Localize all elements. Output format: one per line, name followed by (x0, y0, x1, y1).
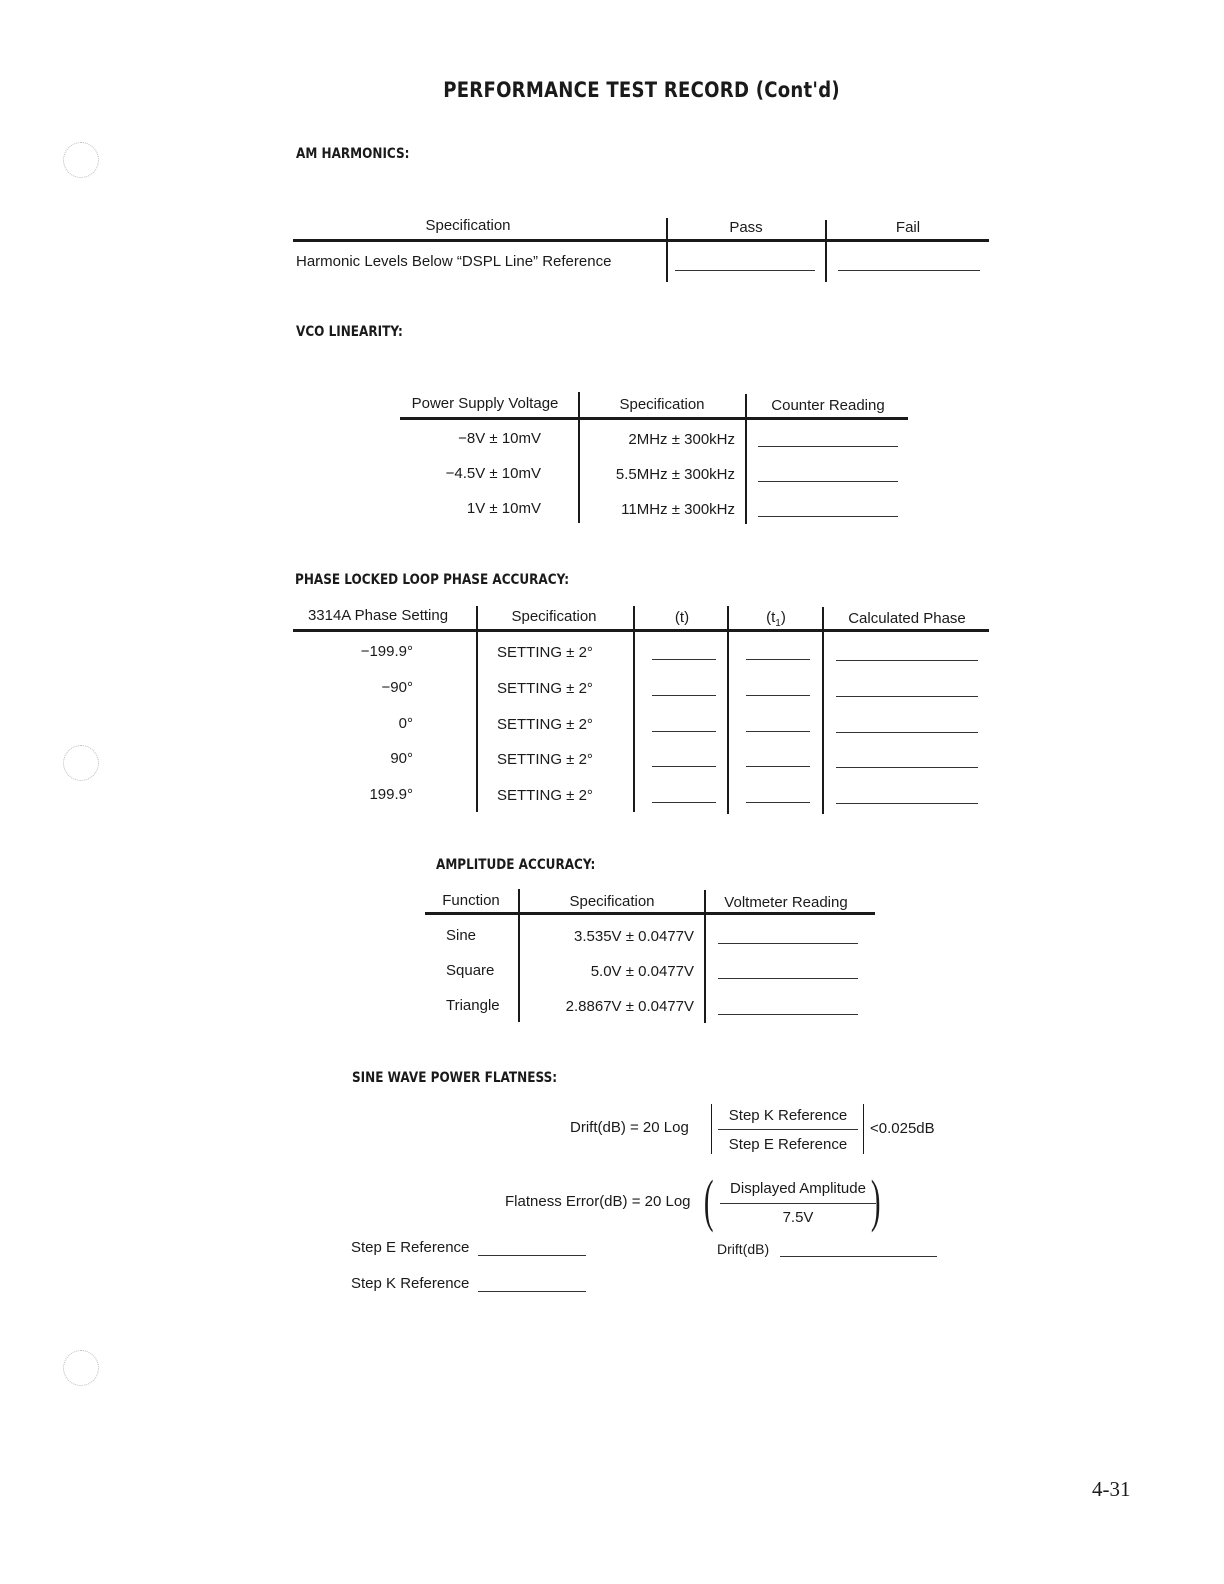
pll-calculated-blank[interactable] (836, 660, 978, 661)
vco-voltage: −8V ± 10mV (458, 430, 541, 447)
amp-divider-2 (704, 890, 706, 1023)
pll-spec: SETTING ± 2° (497, 680, 593, 697)
step-k-reference-blank[interactable] (478, 1291, 586, 1292)
am-divider-2 (825, 220, 827, 282)
pll-header-t: (t) (674, 609, 690, 626)
pll-calculated-blank[interactable] (836, 767, 978, 768)
pll-heading: PHASE LOCKED LOOP PHASE ACCURACY: (295, 572, 570, 588)
pll-divider-3 (727, 606, 729, 814)
amp-spec: 3.535V ± 0.0477V (574, 928, 694, 945)
pll-divider-1 (476, 606, 478, 812)
flatness-numerator: Displayed Amplitude (730, 1180, 866, 1197)
amp-spec: 2.8867V ± 0.0477V (565, 998, 694, 1015)
amp-header-voltmeter: Voltmeter Reading (724, 894, 848, 911)
step-e-reference-label: Step E Reference (351, 1239, 470, 1256)
amp-header-specification: Specification (569, 893, 655, 910)
drift-abs-bar-right (863, 1104, 864, 1154)
vco-spec: 11MHz ± 300kHz (621, 501, 735, 518)
drift-abs-bar-left (711, 1104, 712, 1154)
vco-counter-blank[interactable] (758, 481, 898, 482)
drift-fraction-bar (718, 1129, 858, 1130)
binder-hole-bottom (63, 1350, 99, 1386)
amp-header-function: Function (442, 892, 500, 909)
drift-db-blank[interactable] (780, 1256, 937, 1257)
pll-spec: SETTING ± 2° (497, 716, 593, 733)
vco-voltage: −4.5V ± 10mV (445, 465, 541, 482)
drift-numerator: Step K Reference (728, 1107, 848, 1124)
flatness-paren-right: ) (870, 1168, 881, 1233)
pll-t-blank[interactable] (652, 766, 716, 767)
pll-divider-4 (822, 607, 824, 814)
am-divider-1 (666, 218, 668, 282)
am-header-specification: Specification (425, 217, 511, 234)
amp-function: Square (446, 962, 495, 979)
step-e-reference-blank[interactable] (478, 1255, 586, 1256)
am-harmonics-heading: AM HARMONICS: (296, 146, 410, 162)
flatness-formula-lhs: Flatness Error(dB) = 20 Log (505, 1193, 691, 1210)
amp-voltmeter-blank[interactable] (718, 943, 858, 944)
pll-setting: −199.9° (360, 643, 413, 660)
pll-setting: −90° (381, 679, 413, 696)
pll-setting: 0° (398, 715, 413, 732)
vco-header-voltage: Power Supply Voltage (411, 395, 559, 412)
vco-spec: 5.5MHz ± 300kHz (615, 466, 735, 483)
pll-header-setting: 3314A Phase Setting (307, 607, 449, 624)
vco-header-counter: Counter Reading (771, 397, 885, 414)
am-header-rule (293, 239, 989, 242)
pll-header-specification: Specification (511, 608, 597, 625)
vco-voltage: 1V ± 10mV (466, 500, 541, 517)
pll-setting: 199.9° (369, 786, 413, 803)
amp-voltmeter-blank[interactable] (718, 1014, 858, 1015)
amplitude-heading: AMPLITUDE ACCURACY: (436, 857, 596, 873)
vco-spec: 2MHz ± 300kHz (628, 431, 735, 448)
am-row-label: Harmonic Levels Below “DSPL Line” Reference (296, 253, 612, 270)
amp-function: Triangle (446, 997, 500, 1014)
drift-db-label: Drift(dB) (717, 1241, 770, 1257)
drift-formula-rhs: <0.025dB (870, 1120, 935, 1137)
binder-hole-middle (63, 745, 99, 781)
amp-voltmeter-blank[interactable] (718, 978, 858, 979)
pll-calculated-blank[interactable] (836, 803, 978, 804)
pll-header-rule (293, 629, 989, 632)
step-k-reference-label: Step K Reference (351, 1275, 470, 1292)
vco-divider-1 (578, 392, 580, 523)
drift-formula-lhs: Drift(dB) = 20 Log (570, 1119, 689, 1136)
vco-counter-blank[interactable] (758, 446, 898, 447)
am-fail-blank[interactable] (838, 270, 980, 271)
am-header-pass: Pass (729, 219, 763, 236)
amp-header-rule (425, 912, 875, 915)
binder-hole-top (63, 142, 99, 178)
pll-spec: SETTING ± 2° (497, 644, 593, 661)
pll-t-blank[interactable] (652, 659, 716, 660)
pll-t1-blank[interactable] (746, 695, 810, 696)
pll-header-t1: $(t_1)$ (766, 609, 786, 629)
flatness-heading: SINE WAVE POWER FLATNESS: (352, 1070, 558, 1086)
pll-setting: 90° (390, 750, 413, 767)
pll-t-blank[interactable] (652, 695, 716, 696)
vco-divider-2 (745, 394, 747, 524)
pll-t1-blank[interactable] (746, 659, 810, 660)
flatness-denominator: 7.5V (782, 1209, 814, 1226)
vco-header-rule (400, 417, 908, 420)
pll-calculated-blank[interactable] (836, 732, 978, 733)
flatness-paren-left: ( (703, 1168, 714, 1233)
drift-denominator: Step E Reference (728, 1136, 848, 1153)
pll-calculated-blank[interactable] (836, 696, 978, 697)
vco-header-specification: Specification (619, 396, 705, 413)
flatness-fraction-bar (720, 1203, 876, 1204)
am-pass-blank[interactable] (675, 270, 815, 271)
pll-t-blank[interactable] (652, 802, 716, 803)
vco-counter-blank[interactable] (758, 516, 898, 517)
pll-t1-blank[interactable] (746, 766, 810, 767)
amp-function: Sine (446, 927, 477, 944)
pll-t-blank[interactable] (652, 731, 716, 732)
pll-header-calculated: Calculated Phase (848, 610, 966, 627)
pll-spec: SETTING ± 2° (497, 787, 593, 804)
pll-divider-2 (633, 606, 635, 812)
am-header-fail: Fail (895, 219, 921, 236)
page-number: 4-31 (1092, 1477, 1131, 1501)
pll-t1-blank[interactable] (746, 802, 810, 803)
page-title: PERFORMANCE TEST RECORD (Cont'd) (443, 78, 840, 102)
amp-spec: 5.0V ± 0.0477V (590, 963, 694, 980)
pll-spec: SETTING ± 2° (497, 751, 593, 768)
vco-linearity-heading: VCO LINEARITY: (296, 324, 403, 340)
pll-t1-blank[interactable] (746, 731, 810, 732)
